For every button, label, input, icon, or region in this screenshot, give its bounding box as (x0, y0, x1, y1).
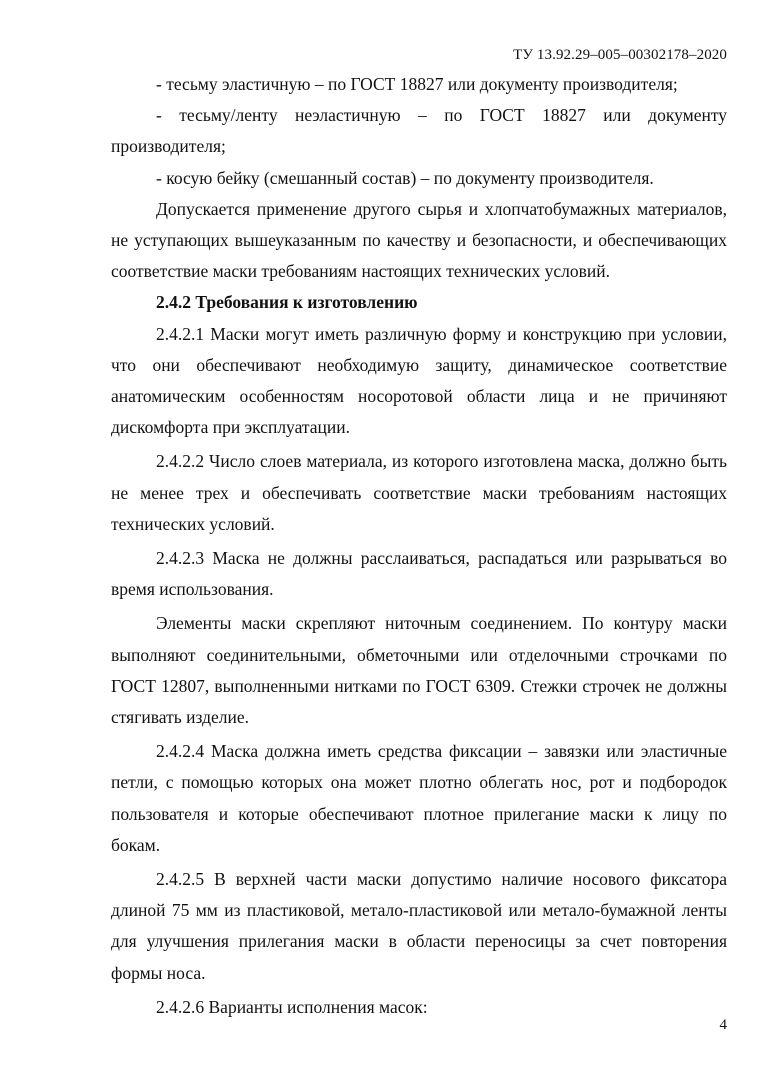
paragraph-2-4-2-4: 2.4.2.4 Маска должна иметь средства фиксации – завязки или эластичные петли, с помощью которых она может плотно облегать нос, рот и подбородок пользователя и которые обеспечивают плотное прилегание маски к лицу по бокам. (111, 741, 727, 855)
paragraph-2-4-2-2: 2.4.2.2 Число слоев материала, из которого изготовлена маска, должно быть не менее трех и обеспечивать соответствие маски требованиям настоящих технических условий. (111, 451, 727, 534)
list-item-elastic-tape: - тесьму эластичную – по ГОСТ 18827 или документу производителя; (156, 74, 678, 94)
paragraph-2-4-2-5: 2.4.2.5 В верхней части маски допустимо наличие носового фиксатора длиной 75 мм из пластиковой, метало-пластиковой или метало-бумажной ленты для улучшения прилегания маски в области переносицы за счет повторения формы носа. (111, 869, 727, 983)
list-item-bias-binding: - косую бейку (смешанный состав) – по документу производителя. (156, 167, 654, 188)
section-heading-manufacturing: 2.4.2 Требования к изготовлению (156, 292, 418, 313)
paragraph-2-4-2-6: 2.4.2.6 Варианты исполнения масок: (156, 996, 428, 1017)
paragraph-2-4-2-3: 2.4.2.3 Маска не должны расслаиваться, распадаться или разрываться во время использования. (111, 548, 727, 600)
list-item-nonelastic-tape: - тесьму/ленту неэластичную – по ГОСТ 18827 или документу производителя; (111, 105, 727, 157)
document-body (111, 69, 727, 1023)
paragraph-alternative-materials: Допускается применение другого сырья и хлопчатобумажных материалов, не уступающих вышеуказанным по качеству и безопасности, и обеспечивающих соответствие маски требованиям настоящих технических условий. (111, 198, 727, 282)
document-code-header: ТУ 13.92.29–005–00302178–2020 (513, 47, 727, 63)
paragraph-stitching: Элементы маски скрепляют ниточным соединением. По контуру маски выполняют соединительными, обметочными или отделочными строчками по ГОСТ 12807, выполненными нитками по ГОСТ 6309. Стежки строчек не должны стягивать изделие. (111, 613, 727, 728)
paragraph-2-4-2-1: 2.4.2.1 Маски могут иметь различную форму и конструкцию при условии, что они обеспечивают необходимую защиту, динамическое соответствие анатомическим особенностям носоротовой области лица и не причиняют дискомфорта при эксплуатации. (111, 323, 727, 438)
page-number: 4 (719, 1017, 727, 1033)
